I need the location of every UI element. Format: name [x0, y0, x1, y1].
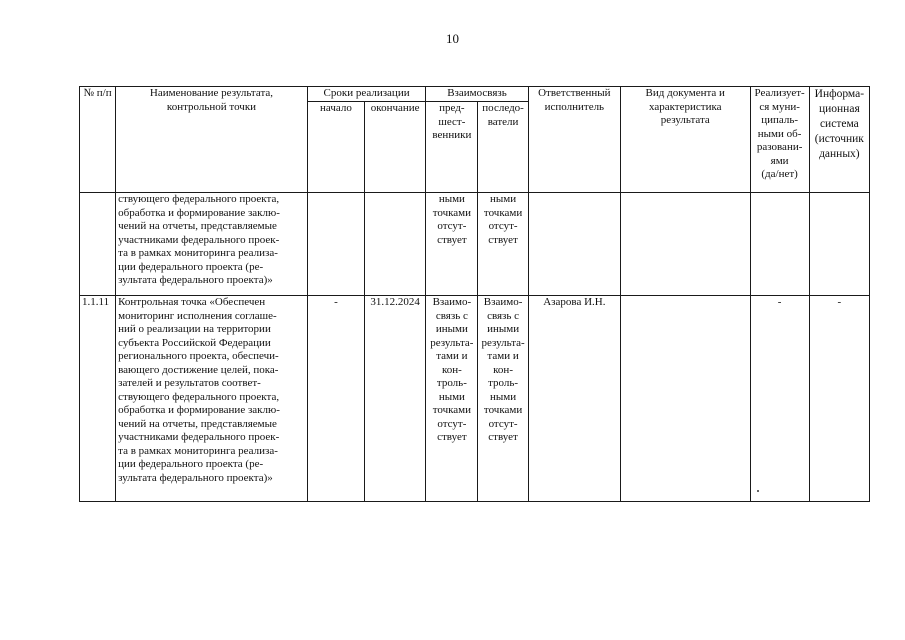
- row-1-municipal: [750, 193, 809, 296]
- row-2-municipal-dash: -: [777, 296, 782, 308]
- row-1-doc-type: [621, 193, 750, 296]
- row-2-responsible: Азарова И.Н.: [528, 296, 620, 502]
- header-end: окончание: [365, 102, 426, 193]
- row-2-start: -: [307, 296, 364, 502]
- table-row: [80, 193, 870, 296]
- header-doc-type: Вид документа и характеристика результата: [621, 87, 750, 193]
- header-num: № п/п: [80, 87, 116, 193]
- row-1-predecessors: ными точками отсут- ствует: [426, 193, 478, 296]
- row-1-responsible: [528, 193, 620, 296]
- row-1-successors: ными точками отсут- ствует: [478, 193, 528, 296]
- scan-speck: [757, 490, 759, 492]
- row-1-start: [307, 193, 364, 296]
- row-1-end: [365, 193, 426, 296]
- header-relation-group: Взаимосвязь: [426, 87, 528, 102]
- row-2-doc-type: [621, 296, 750, 502]
- row-1-name: ствующего федерального проекта, обработка и формирование заклю- чений на отчеты, представляемые участниками федерального проек- та в рамках мониторинга реализа- ции федерального проекта (ре- зультата федерального проекта)»: [116, 193, 308, 296]
- row-2-predecessors: Взаимо- связь с иными результа- тами и кон- троль- ными точками отсут- ствует: [426, 296, 478, 502]
- page-number: 10: [446, 31, 459, 46]
- row-2-name: Контрольная точка «Обеспечен мониторинг исполнения соглаше- ний о реализации на территории субъекта Российской Федерации регионального проекта, обеспечи- вающего достижение целей, пока- зателей и результатов соответ- ствующего федерального проекта, обработка и формирование заклю- чений на отчеты, представляемые участниками федерального проек- та в рамках мониторинга реализа- ции федерального проекта (ре- зультата федерального проекта)»: [116, 296, 308, 502]
- header-responsible: Ответственный исполнитель: [528, 87, 620, 193]
- header-municipal: Реализует- ся муни- ципаль- ными об- разовани- ями (да/нет): [750, 87, 809, 193]
- header-terms-group: Сроки реализации: [307, 87, 425, 102]
- row-2-municipal: [750, 296, 809, 502]
- header-predecessors: пред- шест- венники: [426, 102, 478, 193]
- table-row: [80, 296, 870, 502]
- row-1-info-system: [809, 193, 869, 296]
- row-2-info-system-dash: -: [837, 296, 842, 308]
- header-start: начало: [307, 102, 364, 193]
- header-successors: последо- ватели: [478, 102, 528, 193]
- row-2-num: 1.1.11: [80, 296, 116, 502]
- row-2-info-system: [809, 296, 869, 502]
- header-info-system: Информа- ционная система (источник данных): [809, 87, 869, 193]
- row-2-successors: Взаимо- связь с иными результа- тами и кон- троль- ными точками отсут- ствует: [478, 296, 528, 502]
- row-1-num: [80, 193, 116, 296]
- row-2-end: 31.12.2024: [365, 296, 426, 502]
- results-table: [79, 86, 870, 502]
- header-name: Наименование результата, контрольной точки: [116, 87, 308, 193]
